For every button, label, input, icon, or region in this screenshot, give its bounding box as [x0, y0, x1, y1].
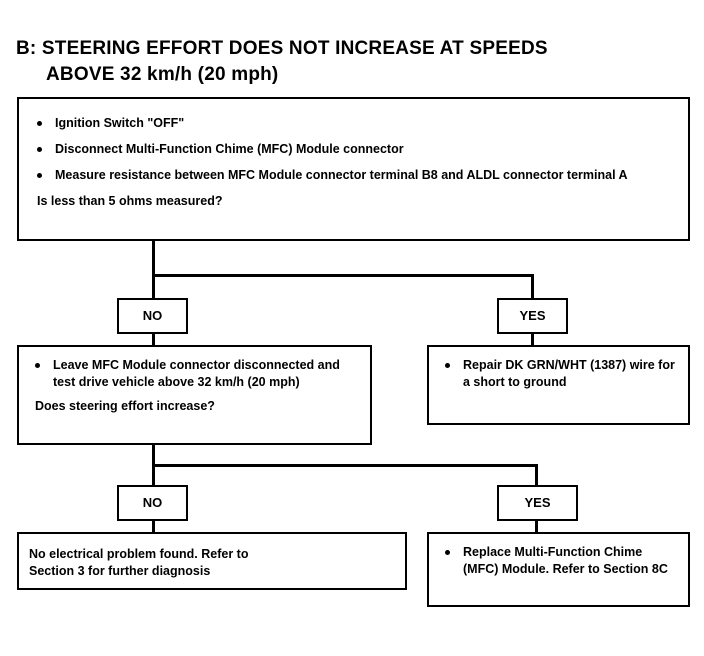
list-item: Disconnect Multi-Function Chime (MFC) Module connector — [29, 141, 678, 158]
list-item: Measure resistance between MFC Module connector terminal B8 and ALDL connector terminal A — [29, 167, 678, 184]
list-item: Replace Multi-Function Chime (MFC) Module. Refer to Section 8C — [437, 544, 680, 578]
branch-label-no-1-text: NO — [142, 308, 163, 323]
branch-label-no-1 — [117, 298, 188, 334]
question-box-1-bullets — [29, 115, 678, 184]
action-box-right-2 — [427, 532, 690, 607]
action-box-left-1 — [17, 345, 372, 445]
branch-label-no-2 — [117, 485, 188, 521]
page-title — [16, 36, 688, 88]
action-box-right-1 — [427, 345, 690, 425]
branch-label-no-2-text: NO — [142, 495, 163, 510]
action-box-left-1-bullets — [27, 357, 362, 391]
connector-vertical-to-no-1 — [152, 274, 155, 300]
page-title-line-1: B: STEERING EFFORT DOES NOT INCREASE AT SPEEDS — [16, 38, 548, 59]
list-item: Repair DK GRN/WHT (1387) wire for a short to ground — [437, 357, 680, 391]
question-box-1-prompt: Is less than 5 ohms measured? — [37, 194, 223, 208]
branch-label-yes-2 — [497, 485, 578, 521]
action-box-left-2-line-2: Section 3 for further diagnosis — [29, 564, 211, 578]
action-box-right-2-bullets — [437, 544, 680, 578]
connector-horizontal-branch-2 — [152, 464, 538, 467]
branch-label-yes-2-text: YES — [524, 495, 551, 510]
action-box-right-1-bullets — [437, 357, 680, 391]
connector-vertical-q1-stub — [152, 241, 155, 276]
question-box-1 — [17, 97, 690, 241]
branch-label-yes-1-text: YES — [519, 308, 546, 323]
action-box-left-2-line-1: No electrical problem found. Refer to — [29, 547, 249, 561]
branch-label-yes-1 — [497, 298, 568, 334]
connector-horizontal-branch-1 — [152, 274, 533, 277]
list-item: Ignition Switch "OFF" — [29, 115, 678, 132]
page-title-line-2: ABOVE 32 km/h (20 mph) — [46, 64, 279, 85]
action-box-left-2 — [17, 532, 407, 590]
list-item: Leave MFC Module connector disconnected and test drive vehicle above 32 km/h (20 mph) — [27, 357, 362, 391]
action-box-left-1-prompt: Does steering effort increase? — [35, 399, 215, 413]
connector-vertical-to-yes-1 — [531, 274, 534, 300]
